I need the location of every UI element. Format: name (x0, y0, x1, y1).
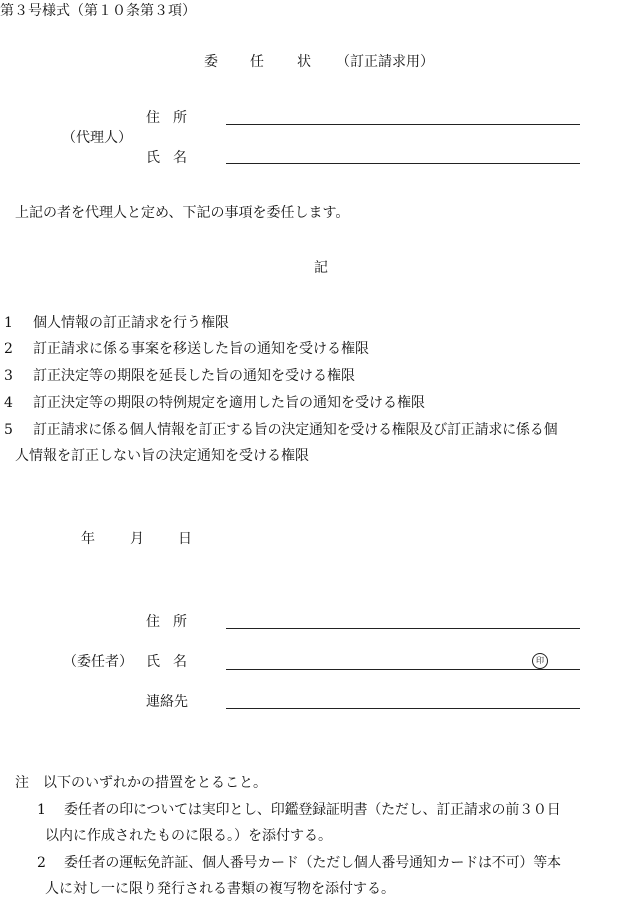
agent-address-line[interactable] (226, 124, 580, 125)
item-1-text: 個人情報の訂正請求を行う権限 (33, 315, 229, 331)
principal-address-label-1: 住 (146, 614, 160, 630)
principal-name-label-1: 氏 (146, 654, 160, 670)
principal-address-label-2: 所 (173, 614, 187, 630)
item-2-number: 2 (4, 341, 13, 357)
principal-label: （委任者） (63, 654, 133, 670)
date-day: 日 (178, 531, 192, 547)
agent-address-label-2: 所 (173, 110, 187, 126)
form-number: 第３号様式（第１０条第３項） (0, 3, 196, 19)
title-char-2: 任 (250, 54, 264, 70)
date-year: 年 (81, 531, 95, 547)
item-4-text: 訂正決定等の期限の特例規定を適用した旨の通知を受ける権限 (33, 395, 425, 411)
agent-label: （代理人） (62, 130, 132, 146)
title-char-3: 状 (297, 54, 311, 70)
item-3-text: 訂正決定等の期限を延長した旨の通知を受ける権限 (33, 368, 355, 384)
notes-heading: 注 以下のいずれかの措置をとること。 (15, 775, 267, 791)
item-4-number: 4 (4, 395, 13, 411)
statement: 上記の者を代理人と定め、下記の事項を委任します。 (15, 205, 350, 221)
agent-address-label-1: 住 (146, 110, 160, 126)
note-2-line2: 人に対し一に限り発行される書類の複写物を添付する。 (45, 881, 395, 897)
ki-heading: 記 (314, 260, 328, 276)
agent-name-line[interactable] (226, 163, 580, 164)
item-2-text: 訂正請求に係る事案を移送した旨の通知を受ける権限 (33, 341, 369, 357)
title-char-1: 委 (204, 54, 218, 70)
principal-contact-line[interactable] (226, 708, 580, 709)
title-note: （訂正請求用） (336, 54, 434, 70)
seal-mark: 印 (532, 653, 548, 669)
agent-name-label-2: 名 (173, 150, 187, 166)
note-2-line1: 委任者の運転免許証、個人番号カード（ただし個人番号通知カードは不可）等本 (64, 855, 561, 871)
note-1-line2: 以内に作成されたものに限る。）を添付する。 (45, 828, 332, 844)
item-1-number: 1 (4, 315, 13, 331)
principal-address-line[interactable] (226, 628, 580, 629)
date-month: 月 (130, 531, 144, 547)
item-5-text-cont: 人情報を訂正しない旨の決定通知を受ける権限 (15, 448, 309, 464)
principal-contact-label: 連絡先 (146, 694, 188, 710)
principal-name-line[interactable] (226, 669, 580, 670)
agent-name-label-1: 氏 (146, 150, 160, 166)
item-3-number: 3 (4, 368, 13, 384)
principal-name-label-2: 名 (173, 654, 187, 670)
item-5-text: 訂正請求に係る個人情報を訂正する旨の決定通知を受ける権限及び訂正請求に係る個 (33, 422, 558, 438)
note-2-number: 2 (37, 855, 46, 871)
note-1-number: 1 (37, 802, 46, 818)
note-1-line1: 委任者の印については実印とし、印鑑登録証明書（ただし、訂正請求の前３０日 (64, 802, 561, 818)
item-5-number: 5 (4, 422, 13, 438)
